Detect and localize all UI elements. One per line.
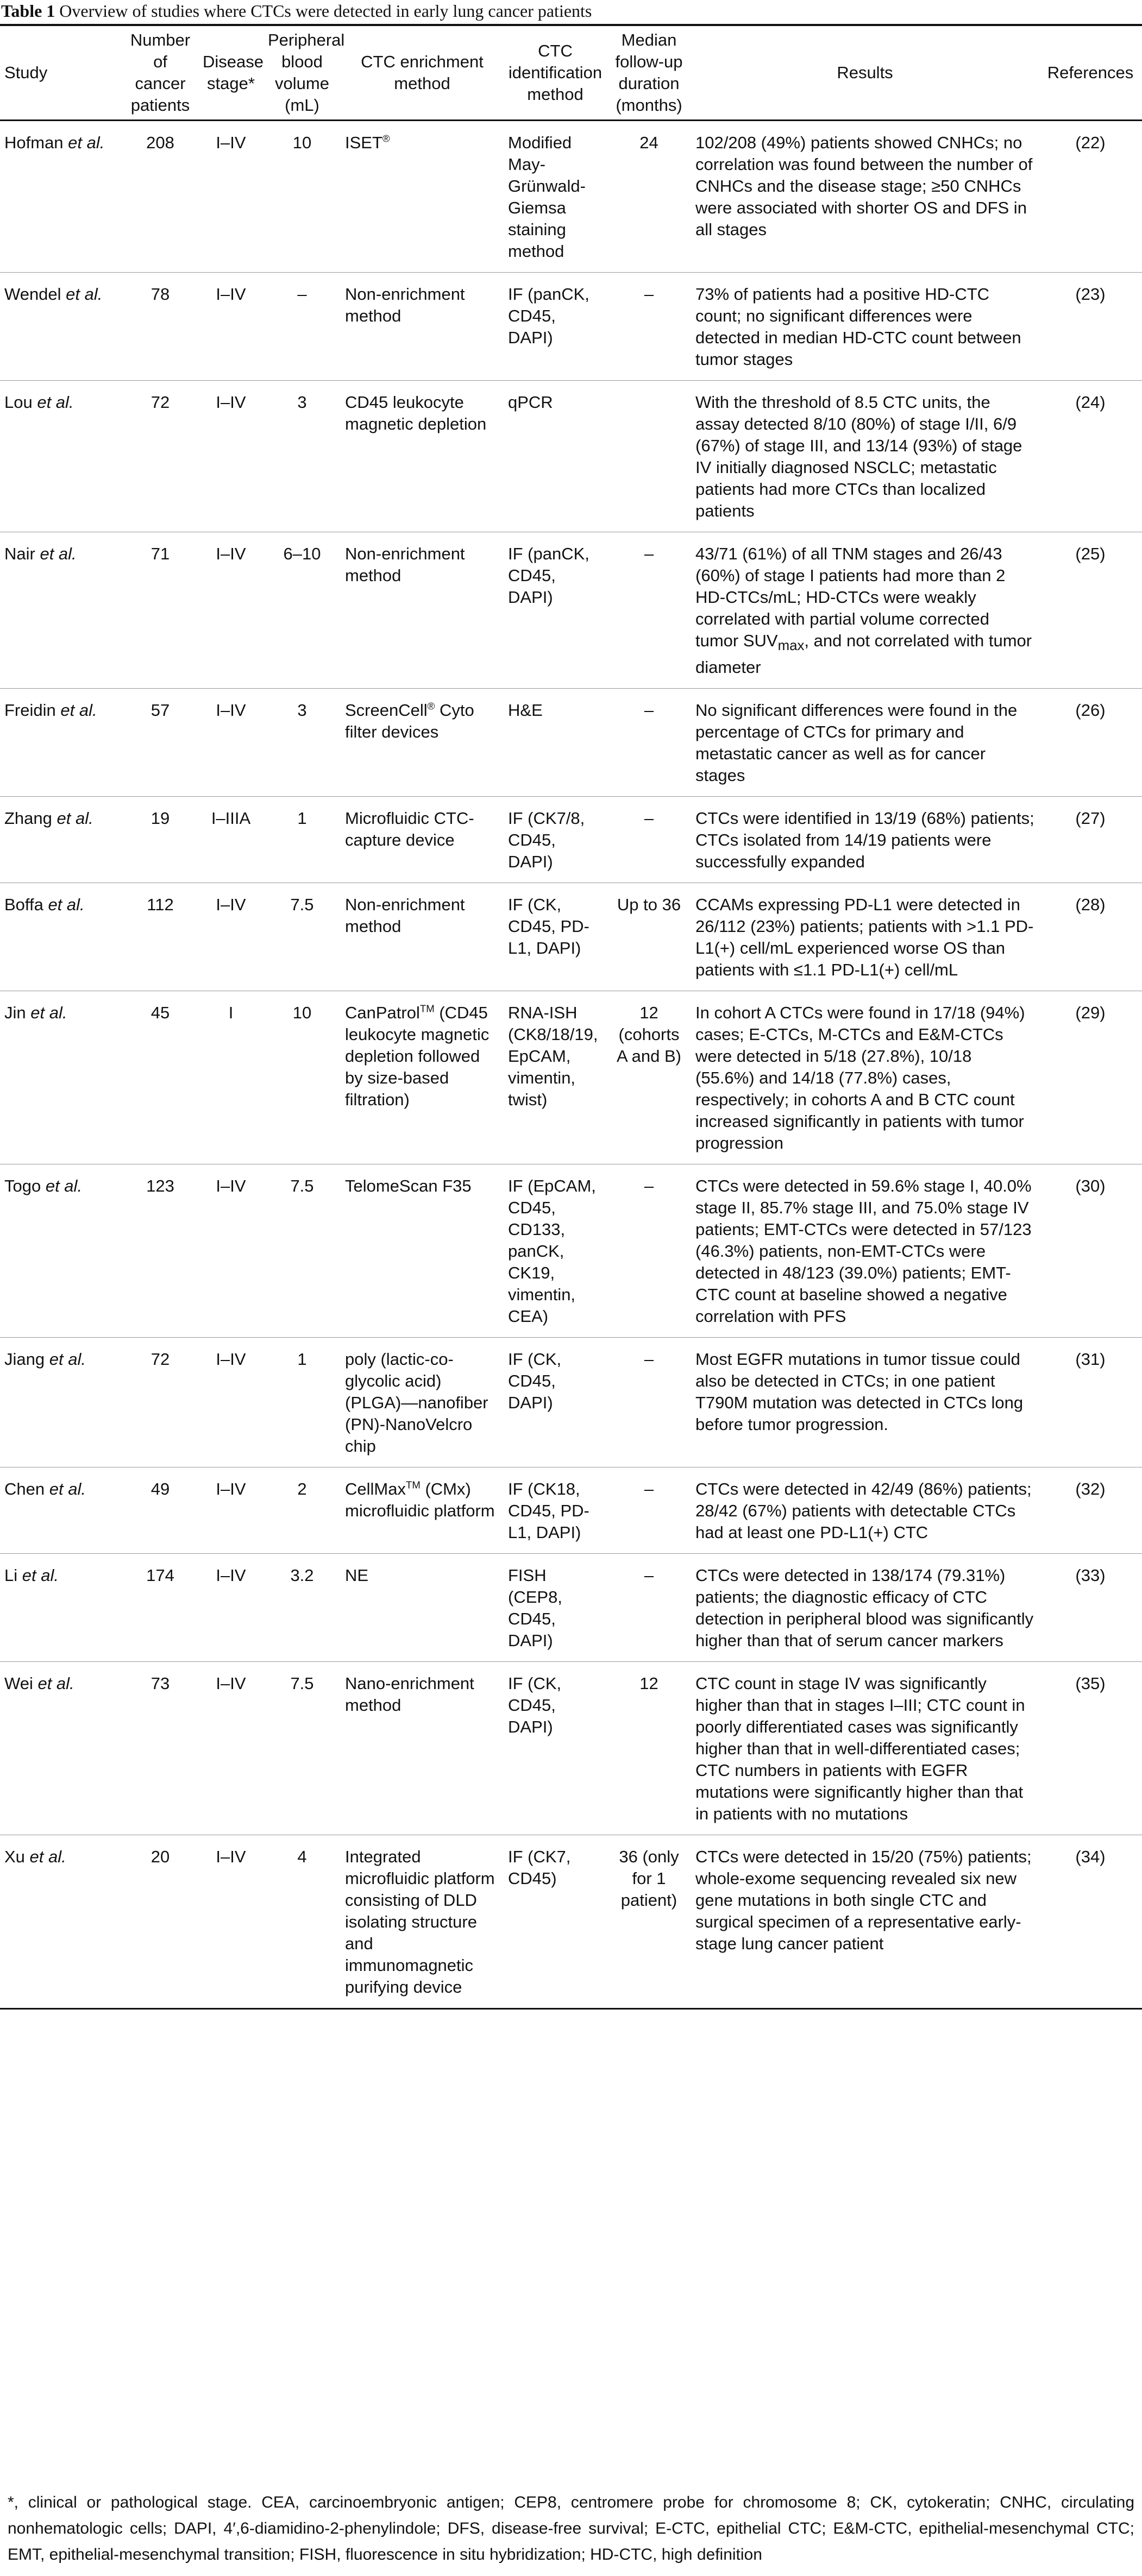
results-text: No significant differences were found in the percentage of CTCs for primary and metastatic cancer as well as for cancer stages <box>695 701 1018 785</box>
cell-identification: IF (CK7, CD45) <box>504 1835 607 2009</box>
study-author: Zhang <box>4 809 57 828</box>
cell-stage: I–IV <box>198 1338 263 1467</box>
cell-followup: – <box>607 689 691 797</box>
cell-reference: (24) <box>1039 381 1142 532</box>
cell-patients: 112 <box>122 883 198 991</box>
enrichment-mark: ® <box>427 700 435 712</box>
results-text: CTCs were identified in 13/19 (68%) patients; CTCs isolated from 14/19 patients were successfully expanded <box>695 809 1034 872</box>
cell-patients: 19 <box>122 797 198 883</box>
enrichment-text: CD45 leukocyte magnetic depletion <box>345 393 487 433</box>
cell-identification: IF (CK18, CD45, PD-L1, DAPI) <box>504 1467 607 1554</box>
cell-patients: 123 <box>122 1164 198 1338</box>
cell-volume: 6–10 <box>263 532 341 689</box>
cell-stage: I–IV <box>198 883 263 991</box>
study-etal: et al. <box>60 701 97 720</box>
enrichment-text: Integrated microfluidic platform consisting of DLD isolating structure and immunomagnetic purifying device <box>345 1847 495 1997</box>
table-row <box>0 1662 1142 1835</box>
cell-followup: 24 <box>607 121 691 273</box>
cell-identification: IF (CK, CD45, DAPI) <box>504 1338 607 1467</box>
study-etal: et al. <box>37 393 74 412</box>
enrichment-text: Non-enrichment method <box>345 544 465 585</box>
enrichment-text: Non-enrichment method <box>345 285 465 325</box>
cell-enrichment <box>341 883 504 991</box>
cell-volume: 2 <box>263 1467 341 1554</box>
enrichment-text: Nano-enrichment method <box>345 1674 474 1715</box>
study-etal: et al. <box>37 1674 74 1693</box>
cell-results <box>691 121 1039 273</box>
enrichment-tail: (CD45 leukocyte magnetic depletion followed by size-based filtration) <box>345 1003 490 1110</box>
cell-results <box>691 689 1039 797</box>
cell-patients: 73 <box>122 1662 198 1835</box>
table-row <box>0 797 1142 883</box>
cell-study <box>0 273 122 381</box>
table-title: Overview of studies where CTCs were detected in early lung cancer patients <box>55 1 592 21</box>
cell-results <box>691 1164 1039 1338</box>
study-etal: et al. <box>49 1479 86 1499</box>
cell-study <box>0 689 122 797</box>
cell-results <box>691 532 1039 689</box>
cell-followup: – <box>607 797 691 883</box>
enrichment-text: Microfluidic CTC-capture device <box>345 809 474 850</box>
enrichment-mark: TM <box>419 1003 435 1015</box>
cell-enrichment <box>341 273 504 381</box>
cell-volume: 10 <box>263 121 341 273</box>
cell-study <box>0 1662 122 1835</box>
cell-volume: 7.5 <box>263 1164 341 1338</box>
header-patients: Number of cancer patients <box>130 30 191 115</box>
enrichment-text: ISET <box>345 133 382 152</box>
cell-followup: 12 <box>607 1662 691 1835</box>
results-text: Most EGFR mutations in tumor tissue could also be detected in CTCs; in one patient T790M mutation was detected in CTCs long before tumor progression. <box>695 1350 1024 1434</box>
header-volume: Peripheral blood volume (mL) <box>268 30 345 115</box>
cell-enrichment <box>341 1338 504 1467</box>
cell-study <box>0 797 122 883</box>
cell-identification: H&E <box>504 689 607 797</box>
enrichment-tail: Cyto filter devices <box>345 701 474 742</box>
cell-followup: – <box>607 1554 691 1662</box>
cell-identification: FISH (CEP8, CD45, DAPI) <box>504 1554 607 1662</box>
study-author: Chen <box>4 1479 49 1499</box>
cell-volume: 3.2 <box>263 1554 341 1662</box>
cell-enrichment <box>341 381 504 532</box>
cell-stage: I–IV <box>198 1164 263 1338</box>
cell-identification: IF (panCK, CD45, DAPI) <box>504 273 607 381</box>
results-text: In cohort A CTCs were found in 17/18 (94%) cases; E-CTCs, M-CTCs and E&M-CTCs were detected in 5/18 (27.8%), 10/18 (55.6%) and 14/18 (77.8%) cases, respectively; in cohorts A and B CTC count increased significantly in patients with tumor progression <box>695 1003 1025 1153</box>
header-study: Study <box>4 63 48 82</box>
study-author: Wendel <box>4 285 66 304</box>
study-author: Xu <box>4 1847 30 1867</box>
results-text: 73% of patients had a positive HD-CTC count; no significant differences were detected in median HD-CTC count between tumor stages <box>695 285 1021 369</box>
study-author: Li <box>4 1566 22 1585</box>
cell-patients: 72 <box>122 1338 198 1467</box>
cell-enrichment <box>341 1554 504 1662</box>
study-etal: et al. <box>57 809 93 828</box>
table-row <box>0 991 1142 1164</box>
cell-patients: 174 <box>122 1554 198 1662</box>
cell-volume: – <box>263 273 341 381</box>
results-text: With the threshold of 8.5 CTC units, the assay detected 8/10 (80%) of stage I/II, 6/9 (67%) of stage III, and 13/14 (93%) of stage IV initially diagnosed NSCLC; metastatic patients had more CTCs than localized patients <box>695 393 1022 520</box>
header-results: Results <box>837 63 893 82</box>
cell-reference: (23) <box>1039 273 1142 381</box>
enrichment-tail: (CMx) microfluidic platform <box>345 1479 495 1521</box>
cell-reference: (32) <box>1039 1467 1142 1554</box>
cell-stage: I–IV <box>198 1835 263 2009</box>
cell-results <box>691 1835 1039 2009</box>
cell-results <box>691 381 1039 532</box>
cell-reference: (29) <box>1039 991 1142 1164</box>
study-etal: et al. <box>29 1847 66 1867</box>
cell-identification: IF (CK, CD45, DAPI) <box>504 1662 607 1835</box>
cell-stage: I–IV <box>198 273 263 381</box>
cell-study <box>0 1554 122 1662</box>
study-author: Boffa <box>4 895 48 915</box>
cell-reference: (28) <box>1039 883 1142 991</box>
enrichment-text: TelomeScan F35 <box>345 1176 472 1196</box>
cell-reference: (26) <box>1039 689 1142 797</box>
cell-study <box>0 1338 122 1467</box>
cell-results <box>691 991 1039 1164</box>
enrichment-mark: TM <box>405 1479 421 1491</box>
cell-study <box>0 1164 122 1338</box>
study-author: Jiang <box>4 1350 49 1369</box>
results-text: CTCs were detected in 138/174 (79.31%) patients; the diagnostic efficacy of CTC detection in peripheral blood was significantly higher than that of serum cancer markers <box>695 1566 1034 1651</box>
cell-patients: 71 <box>122 532 198 689</box>
cell-identification: IF (CK7/8, CD45, DAPI) <box>504 797 607 883</box>
enrichment-text: poly (lactic-co-glycolic acid) (PLGA)—nanofiber (PN)-NanoVelcro chip <box>345 1350 488 1456</box>
cell-stage: I–IIIA <box>198 797 263 883</box>
cell-results <box>691 273 1039 381</box>
table-row <box>0 1467 1142 1554</box>
cell-stage: I–IV <box>198 381 263 532</box>
cell-enrichment <box>341 797 504 883</box>
table-row <box>0 273 1142 381</box>
cell-results <box>691 1467 1039 1554</box>
study-etal: et al. <box>40 544 77 563</box>
cell-followup: – <box>607 1338 691 1467</box>
table-footnote: *, clinical or pathological stage. CEA, carcinoembryonic antigen; CEP8, centromere probe for chromosome 8; CK, cytokeratin; CNHC, circulating nonhematologic cells; DAPI, 4′,6-diamidino-2-phenylindole; DFS, disease-free survival; E-CTC, epithelial CTC; E&M-CTC, epithelial-mesenchymal CTC; EMT, epithelial-mesenchymal transition; FISH, fluorescence in situ hybridization; HD-CTC, high definition <box>8 2493 1134 2564</box>
cell-results <box>691 1554 1039 1662</box>
cell-study <box>0 381 122 532</box>
cell-enrichment <box>341 1467 504 1554</box>
cell-patients: 45 <box>122 991 198 1164</box>
cell-identification: Modified May-Grünwald-Giemsa staining method <box>504 121 607 273</box>
results-subscript: max <box>777 638 805 654</box>
cell-identification: IF (panCK, CD45, DAPI) <box>504 532 607 689</box>
table-row <box>0 1164 1142 1338</box>
header-enrichment: CTC enrichment method <box>361 52 484 93</box>
cell-enrichment <box>341 1662 504 1835</box>
cell-volume: 7.5 <box>263 1662 341 1835</box>
study-author: Hofman <box>4 133 68 152</box>
cell-volume: 1 <box>263 797 341 883</box>
cell-stage: I <box>198 991 263 1164</box>
cell-enrichment <box>341 121 504 273</box>
table-caption <box>0 0 1142 24</box>
cell-reference: (34) <box>1039 1835 1142 2009</box>
cell-volume: 10 <box>263 991 341 1164</box>
enrichment-text: ScreenCell <box>345 701 428 720</box>
cell-stage: I–IV <box>198 689 263 797</box>
cell-enrichment <box>341 1835 504 2009</box>
cell-followup: – <box>607 1164 691 1338</box>
cell-patients: 49 <box>122 1467 198 1554</box>
cell-stage: I–IV <box>198 1554 263 1662</box>
cell-reference: (35) <box>1039 1662 1142 1835</box>
header-stage: Disease stage* <box>203 52 263 93</box>
results-text: CTCs were detected in 59.6% stage I, 40.0% stage II, 85.7% stage III, and 75.0% stage IV patients; EMT-CTCs were detected in 57/123 (46.3%) patients, non-EMT-CTCs were detected in 48/123 (39.0%) patients; EMT-CTC count at baseline showed a negative correlation with PFS <box>695 1176 1032 1326</box>
study-author: Togo <box>4 1176 46 1196</box>
cell-patients: 20 <box>122 1835 198 2009</box>
cell-study <box>0 991 122 1164</box>
cell-volume: 1 <box>263 1338 341 1467</box>
study-author: Wei <box>4 1674 38 1693</box>
cell-followup: – <box>607 1467 691 1554</box>
cell-reference: (22) <box>1039 121 1142 273</box>
cell-stage: I–IV <box>198 1662 263 1835</box>
cell-volume: 3 <box>263 689 341 797</box>
enrichment-text: CellMax <box>345 1479 406 1499</box>
table-row <box>0 1554 1142 1662</box>
table-row <box>0 381 1142 532</box>
study-etal: et al. <box>30 1003 67 1023</box>
cell-reference: (30) <box>1039 1164 1142 1338</box>
study-etal: et al. <box>22 1566 59 1585</box>
cell-study <box>0 1467 122 1554</box>
cell-stage: I–IV <box>198 532 263 689</box>
cell-followup: – <box>607 532 691 689</box>
header-identification: CTC identification method <box>508 41 603 104</box>
table-row <box>0 1338 1142 1467</box>
cell-enrichment <box>341 689 504 797</box>
results-text: CTC count in stage IV was significantly higher than that in stages I–III; CTC count in poorly differentiated cases was significantly higher than that in well-differentiated cases; CTC numbers in patients with EGFR mutations were significantly higher than that in patients with no mutations <box>695 1674 1025 1824</box>
results-text: 102/208 (49%) patients showed CNHCs; no correlation was found between the number of CNHCs and the disease stage; ≥50 CNHCs were associated with shorter OS and DFS in all stages <box>695 133 1033 239</box>
header-references: References <box>1047 63 1134 82</box>
table-row <box>0 532 1142 689</box>
cell-enrichment <box>341 991 504 1164</box>
study-etal: et al. <box>49 1350 86 1369</box>
cell-patients: 57 <box>122 689 198 797</box>
cell-followup <box>607 381 691 532</box>
enrichment-text: CanPatrol <box>345 1003 420 1023</box>
cell-identification: RNA-ISH (CK8/18/19, EpCAM, vimentin, twist) <box>504 991 607 1164</box>
cell-study <box>0 1835 122 2009</box>
cell-reference: (33) <box>1039 1554 1142 1662</box>
cell-stage: I–IV <box>198 121 263 273</box>
enrichment-text: Non-enrichment method <box>345 895 465 936</box>
studies-table <box>0 24 1142 2010</box>
cell-followup: – <box>607 273 691 381</box>
cell-reference: (25) <box>1039 532 1142 689</box>
study-etal: et al. <box>68 133 105 152</box>
study-author: Nair <box>4 544 40 563</box>
results-text: CCAMs expressing PD-L1 were detected in 26/112 (23%) patients; patients with >1.1 PD-L1(+) cell/mL experienced worse OS than patients with ≤1.1 PD-L1(+) cell/mL <box>695 895 1034 980</box>
cell-enrichment <box>341 1164 504 1338</box>
cell-patients: 78 <box>122 273 198 381</box>
cell-volume: 4 <box>263 1835 341 2009</box>
study-author: Jin <box>4 1003 31 1023</box>
study-author: Freidin <box>4 701 61 720</box>
cell-identification: IF (CK, CD45, PD-L1, DAPI) <box>504 883 607 991</box>
cell-volume: 7.5 <box>263 883 341 991</box>
cell-followup: 36 (only for 1 patient) <box>607 1835 691 2009</box>
study-etal: et al. <box>48 895 85 915</box>
table-header-row <box>0 25 1142 121</box>
study-etal: et al. <box>45 1176 83 1196</box>
cell-study <box>0 121 122 273</box>
cell-results <box>691 883 1039 991</box>
cell-study <box>0 883 122 991</box>
enrichment-mark: ® <box>382 133 390 144</box>
table-row <box>0 883 1142 991</box>
study-etal: et al. <box>66 285 103 304</box>
cell-reference: (27) <box>1039 797 1142 883</box>
table-row <box>0 121 1142 273</box>
results-text: 43/71 (61%) of all TNM stages and 26/43 (60%) of stage I patients had more than 2 HD-CTCs/mL; HD-CTCs were weakly correlated with partial volume corrected tumor SUV <box>695 544 1006 650</box>
cell-results <box>691 1662 1039 1835</box>
cell-followup: 12 (cohorts A and B) <box>607 991 691 1164</box>
table-row <box>0 689 1142 797</box>
table-label: Table 1 <box>1 1 55 21</box>
cell-identification: IF (EpCAM, CD45, CD133, panCK, CK19, vimentin, CEA) <box>504 1164 607 1338</box>
cell-reference: (31) <box>1039 1338 1142 1467</box>
cell-study <box>0 532 122 689</box>
table-body <box>0 121 1142 2009</box>
cell-identification: qPCR <box>504 381 607 532</box>
cell-results <box>691 797 1039 883</box>
results-text-tail: , and not correlated with tumor diameter <box>695 631 1032 677</box>
cell-results <box>691 1338 1039 1467</box>
header-followup: Median follow-up duration (months) <box>615 30 683 115</box>
cell-stage: I–IV <box>198 1467 263 1554</box>
study-author: Lou <box>4 393 37 412</box>
cell-patients: 208 <box>122 121 198 273</box>
table-row <box>0 1835 1142 2009</box>
results-text: CTCs were detected in 42/49 (86%) patients; 28/42 (67%) patients with detectable CTCs had at least one PD-L1(+) CTC <box>695 1479 1032 1542</box>
cell-patients: 72 <box>122 381 198 532</box>
results-text: CTCs were detected in 15/20 (75%) patients; whole-exome sequencing revealed six new gene mutations in both single CTC and surgical specimen of a representative early-stage lung cancer patient <box>695 1847 1032 1954</box>
enrichment-text: NE <box>345 1566 369 1585</box>
cell-followup: Up to 36 <box>607 883 691 991</box>
cell-enrichment <box>341 532 504 689</box>
cell-volume: 3 <box>263 381 341 532</box>
